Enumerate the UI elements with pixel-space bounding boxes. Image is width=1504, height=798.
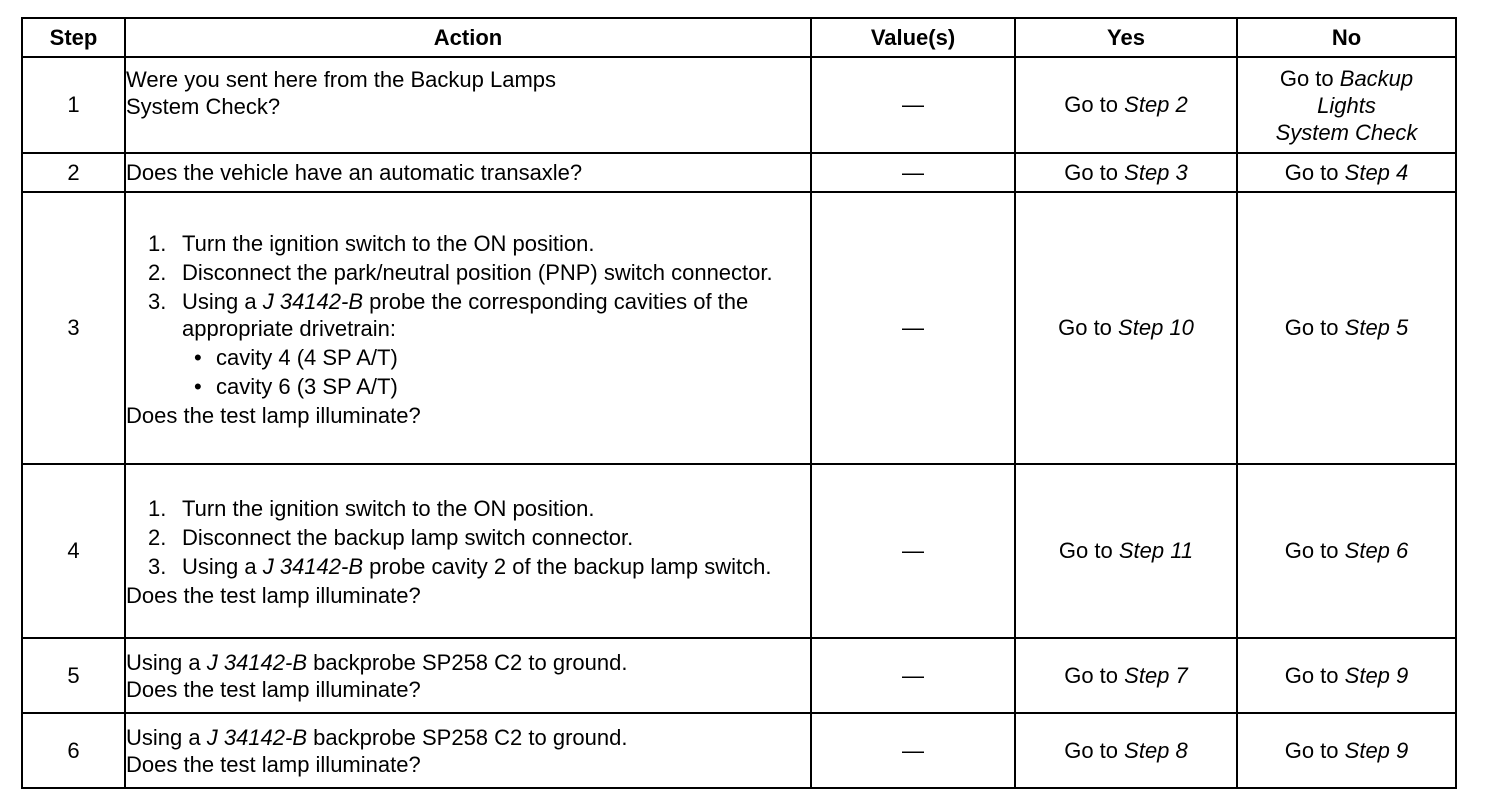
value-cell: — [811, 57, 1015, 153]
go-to-label: Go to [1284, 315, 1339, 340]
header-yes: Yes [1015, 18, 1237, 57]
numbered-item: 1. Turn the ignition switch to the ON position. [148, 230, 595, 256]
go-to-label: Go to [1284, 538, 1339, 563]
action-text: Were you sent here from the Backup Lamps [126, 67, 557, 92]
no-cell [1237, 638, 1456, 713]
tool-ref: J 34142-B [206, 724, 308, 750]
numbered-item: 2. Disconnect the backup lamp switch connector. [148, 525, 634, 550]
value-cell: — [811, 153, 1015, 192]
go-to-label: Go to [1064, 92, 1119, 117]
header-step: Step [22, 18, 125, 57]
step-ref: Backup [1339, 65, 1414, 91]
table-row [22, 638, 1456, 713]
yes-cell [1015, 638, 1237, 713]
yes-cell [1015, 713, 1237, 788]
header-values: Value(s) [811, 18, 1015, 57]
header-no: No [1237, 18, 1456, 57]
go-to-label: Go to [1064, 159, 1119, 185]
step-ref: Step 10 [1118, 315, 1194, 340]
question-text: Does the test lamp illuminate? [126, 676, 421, 702]
question-text: Does the test lamp illuminate? [126, 402, 421, 428]
numbered-item: 3. Using a J 34142-B probe the corresponding cavities of the appropriate drivetrain: [148, 288, 749, 341]
table-row [22, 713, 1456, 788]
value-cell: — [811, 713, 1015, 788]
header-action: Action [125, 18, 811, 57]
step-ref: Step 11 [1118, 538, 1194, 563]
go-to-label: Go to [1284, 737, 1339, 763]
step-ref: Step 6 [1344, 538, 1409, 563]
bullet-item: • cavity 6 (3 SP A/T) [194, 373, 398, 399]
header-row [22, 18, 1456, 57]
go-to-label: Go to [1064, 737, 1119, 763]
no-cell [1237, 713, 1456, 788]
step-ref: System Check [1275, 119, 1418, 145]
action-cell [125, 153, 811, 192]
numbered-item: 2. Disconnect the park/neutral position (PNP) switch connector. [148, 259, 773, 285]
no-cell [1237, 192, 1456, 464]
step-ref: Step 9 [1344, 737, 1409, 763]
step-number: 1 [22, 57, 125, 153]
go-to-label: Go to [1064, 662, 1119, 688]
table-row [22, 153, 1456, 192]
tool-ref: J 34142-B [206, 649, 308, 675]
question-text: Does the test lamp illuminate? [126, 751, 421, 777]
step-ref: Step 8 [1124, 737, 1188, 763]
step-number: 4 [22, 464, 125, 638]
go-to-label: Go to [1284, 662, 1339, 688]
value-cell: — [811, 192, 1015, 464]
action-text: System Check? [126, 94, 281, 119]
step-number: 5 [22, 638, 125, 713]
step-number: 6 [22, 713, 125, 788]
action-cell [125, 192, 811, 464]
step-ref: Step 5 [1344, 315, 1409, 340]
table-row [22, 57, 1456, 153]
step-ref: Step 7 [1124, 662, 1188, 688]
table-row [22, 464, 1456, 638]
no-cell [1237, 153, 1456, 192]
action-text: Does the vehicle have an automatic transaxle? [126, 160, 583, 185]
go-to-label: Go to [1058, 538, 1113, 563]
action-cell [125, 638, 811, 713]
step-number: 3 [22, 192, 125, 464]
no-cell [1237, 57, 1456, 153]
yes-cell [1015, 153, 1237, 192]
go-to-label: Go to [1284, 159, 1339, 185]
step-ref: Step 2 [1124, 92, 1188, 117]
action-cell [125, 57, 811, 153]
yes-cell [1015, 192, 1237, 464]
diagnostic-table [21, 17, 1457, 789]
action-cell [125, 464, 811, 638]
yes-cell [1015, 464, 1237, 638]
go-to-label: Go to [1058, 315, 1112, 340]
tool-ref: J 34142-B [262, 288, 364, 314]
step-ref: Step 3 [1124, 159, 1188, 185]
step-number: 2 [22, 153, 125, 192]
action-text: Using a J 34142-B backprobe SP258 C2 to ground. [126, 724, 628, 750]
bullet-item: • cavity 4 (4 SP A/T) [194, 344, 398, 370]
action-text: Using a J 34142-B backprobe SP258 C2 to ground. [126, 649, 628, 675]
numbered-item: 1. Turn the ignition switch to the ON position. [148, 496, 595, 521]
go-to-label: Go to [1279, 65, 1334, 91]
step-ref: Step 4 [1344, 159, 1409, 185]
step-ref: Step 9 [1344, 662, 1409, 688]
question-text: Does the test lamp illuminate? [126, 583, 421, 608]
step-ref: Lights [1317, 92, 1376, 118]
action-cell [125, 713, 811, 788]
no-cell [1237, 464, 1456, 638]
value-cell: — [811, 638, 1015, 713]
numbered-item: 3. Using a J 34142-B probe cavity 2 of the backup lamp switch. [148, 554, 772, 579]
tool-ref: J 34142-B [262, 554, 364, 579]
yes-cell [1015, 57, 1237, 153]
value-cell: — [811, 464, 1015, 638]
table-row [22, 192, 1456, 464]
